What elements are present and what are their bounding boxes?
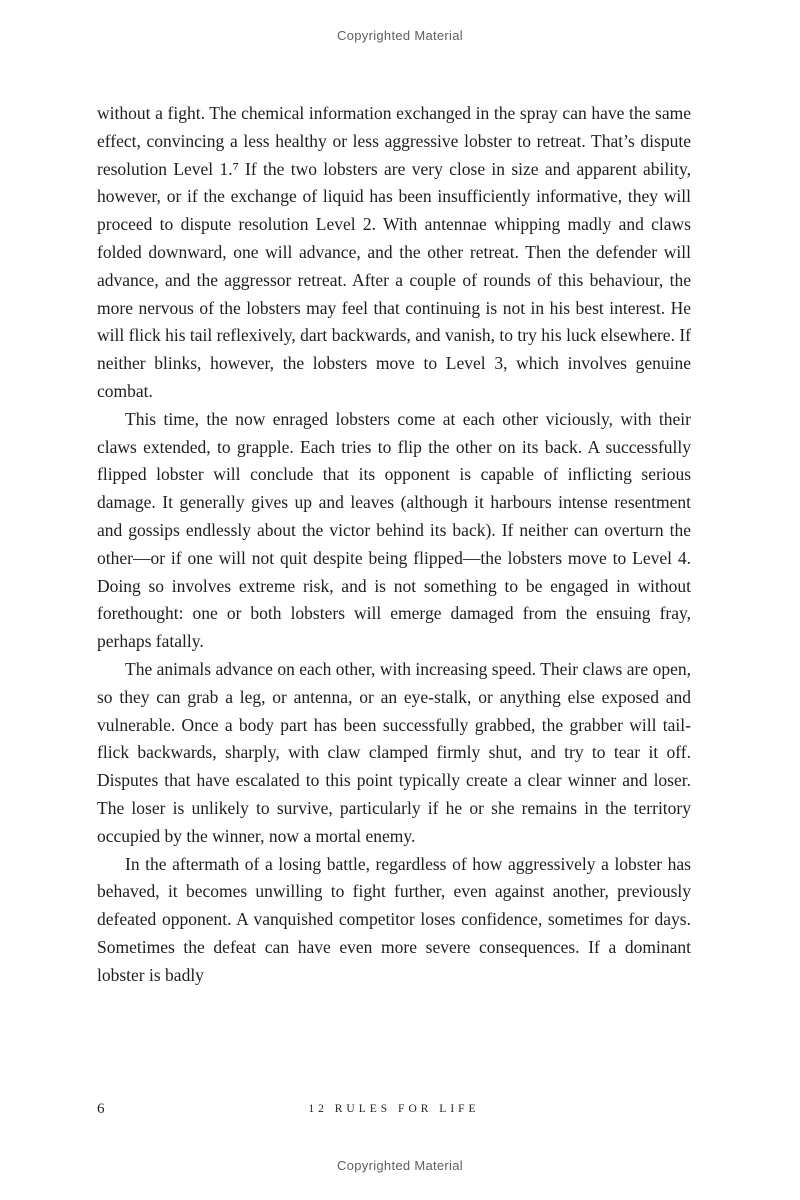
body-text (97, 100, 691, 990)
paragraph-continuation: without a fight. The chemical information exchanged in the spray can have the same effect, convincing a less healthy or less aggressive lobster to retreat. That’s dispute resolution Level 1.⁷ If the two lobsters are very close in size and apparent ability, however, or if the exchange of liquid has been insufficiently informative, they will proceed to dispute resolution Level 2. With antennae whipping madly and claws folded downward, one will advance, and the other retreat. Then the defender will advance, and the aggressor retreat. After a couple of rounds of this behaviour, the more nervous of the lobsters may feel that continuing is not in his best interest. He will flick his tail reflexively, dart backwards, and vanish, to try his luck elsewhere. If neither blinks, however, the lobsters move to Level 3, which involves genuine combat. (97, 103, 691, 401)
paragraph: The animals advance on each other, with increasing speed. Their claws are open, so they can grab a leg, or antenna, or an eye-stalk, or anything else exposed and vulnerable. Once a body part has been successfully grabbed, the grabber will tail-flick backwards, sharply, with claw clamped firmly shut, and try to tear it off. Disputes that have escalated to this point typically create a clear winner and loser. The loser is unlikely to survive, particularly if he or she remains in the territory occupied by the winner, now a mortal enemy. (97, 658, 691, 846)
page-number: 6 (97, 1101, 105, 1117)
copyright-notice-bottom: Copyrighted Material (337, 1158, 463, 1173)
copyright-notice-top: Copyrighted Material (337, 28, 463, 43)
running-title: 12 RULES FOR LIFE (308, 1103, 480, 1115)
page-footer (97, 1101, 691, 1121)
paragraph: This time, the now enraged lobsters come at each other viciously, with their claws extended, to grapple. Each tries to flip the other on its back. A successfully flipped lobster will conclude that its opponent is capable of inflicting serious damage. It generally gives up and leaves (although it harbours intense resentment and gossips endlessly about the victor behind its back). If neither can overturn the other—or if one will not quit despite being flipped—the lobsters move to Level 4. Doing so involves extreme risk, and is not something to be engaged in without forethought: one or both lobsters will emerge damaged from the ensuing fray, perhaps fatally. (97, 408, 691, 652)
paragraph: In the aftermath of a losing battle, regardless of how aggressively a lobster has behaved, it becomes unwilling to fight further, even against another, previously defeated opponent. A vanquished competitor loses confidence, sometimes for days. Sometimes the defeat can have even more severe consequences. If a dominant lobster is badly (97, 853, 691, 985)
